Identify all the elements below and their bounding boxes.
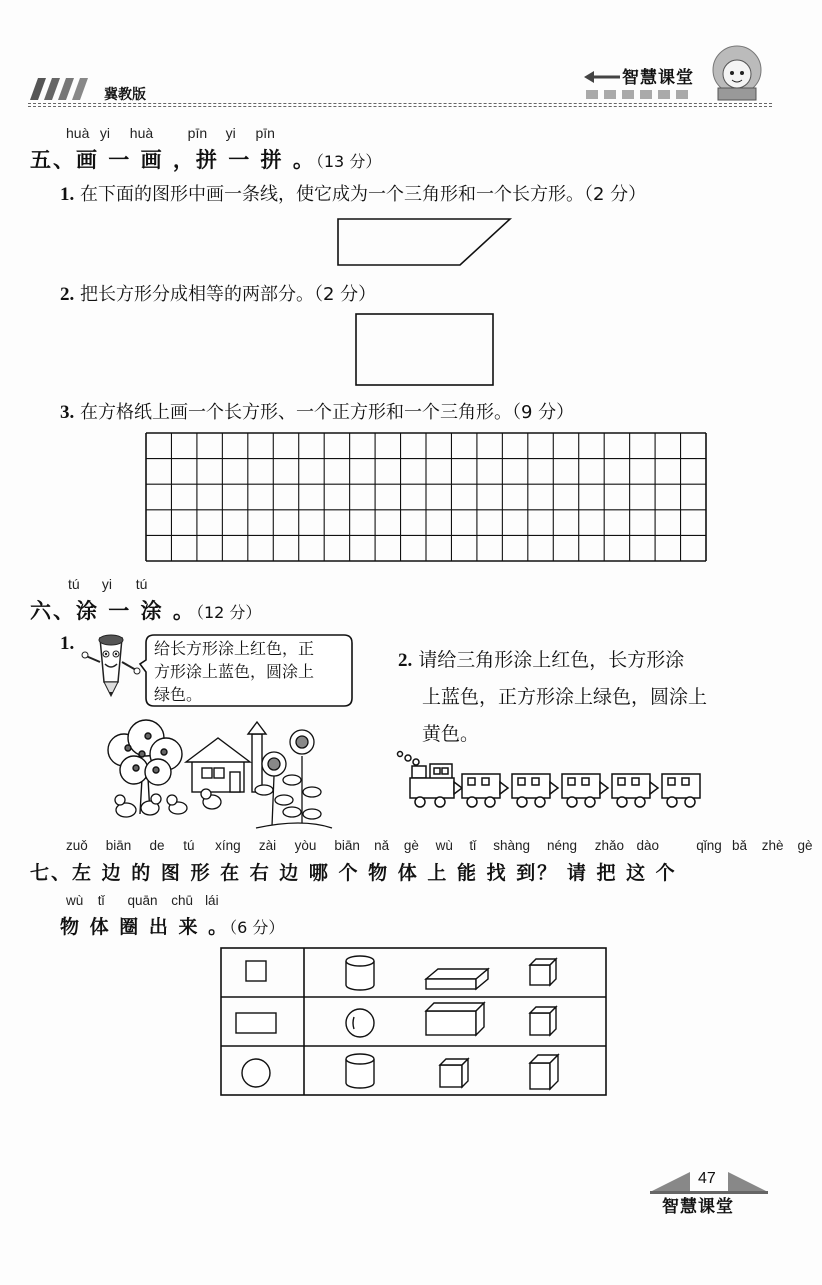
section5-pinyin: huà yi huà pīn yi pīn	[66, 125, 275, 141]
s5-question-2: 2. 把长方形分成相等的两部分。（2 分）	[60, 284, 377, 305]
header-blocks-decoration	[586, 90, 716, 100]
square-shape	[246, 961, 266, 981]
section7-title-line2: 物 体 圈 出 来 。（6 分）	[60, 916, 285, 938]
footer-brand: 智慧课堂	[662, 1197, 734, 1217]
cube-object	[440, 1059, 468, 1087]
chicks	[115, 789, 221, 817]
header-divider	[28, 103, 772, 104]
circle-shape	[242, 1059, 270, 1087]
shape-object-table	[220, 947, 608, 1097]
section6-pinyin: tú yi tú	[68, 576, 148, 592]
header-divider-2	[28, 106, 772, 107]
trapezoid-figure[interactable]	[336, 216, 512, 268]
house	[186, 722, 266, 792]
s5-question-3: 3. 在方格纸上画一个长方形、一个正方形和一个三角形。（9 分）	[60, 402, 575, 423]
rectangle-shape	[236, 1013, 276, 1033]
cube-object	[530, 959, 556, 985]
section6-title: 六、涂 一 涂 。（12 分）	[30, 599, 262, 623]
cylinder-object	[346, 956, 374, 990]
tall-box-object	[530, 1055, 558, 1089]
header-brand: 智慧课堂	[622, 68, 694, 88]
section7-title-line1: 七、左 边 的 图 形 在 右 边 哪 个 物 体 上 能 找 到？ 请 把 这 个	[30, 862, 677, 884]
pencil-mascot-icon	[78, 632, 144, 698]
s5-question-1: 1. 在下面的图形中画一条线，使它成为一个三角形和一个长方形。（2 分）	[60, 184, 647, 205]
flat-box-object	[426, 969, 488, 989]
cube-object	[530, 1007, 556, 1035]
rectangle-figure[interactable]	[355, 313, 495, 387]
s6-question-1-text: 给长方形涂上红色，正 方形涂上蓝色，圆涂上 绿色。	[154, 639, 315, 704]
grid-paper[interactable]	[145, 432, 707, 562]
arrow-icon	[584, 70, 620, 84]
section5-title: 五、画 一 画 ，拼 一 拼 。（13 分）	[30, 148, 382, 172]
s6-question-1-number: 1.	[60, 633, 75, 654]
page-number: 47	[698, 1170, 716, 1187]
header	[0, 0, 800, 110]
s6-question-2: 2. 请给三角形涂上红色，长方形涂 上蓝色，正方形涂上绿色，圆涂上 黄色。	[398, 649, 708, 745]
cylinder-object	[346, 1054, 374, 1088]
header-stripes-icon	[30, 78, 100, 100]
section7-pinyin-line1: zuǒ biān de tú xíng zài yòu biān nǎ gè wù tǐ shàng néng zhǎo dào qǐng bǎ zhè gè	[66, 838, 813, 853]
train-picture[interactable]	[396, 750, 716, 812]
long-box-object	[426, 1003, 484, 1035]
girl-mascot-icon	[706, 44, 768, 102]
scene-picture[interactable]	[106, 718, 356, 830]
ball-object	[346, 1009, 374, 1037]
sunflowers	[255, 730, 332, 828]
edition-label: 冀教版	[104, 87, 146, 103]
section7-pinyin-line2: wù tǐ quān chū lái	[66, 893, 219, 908]
